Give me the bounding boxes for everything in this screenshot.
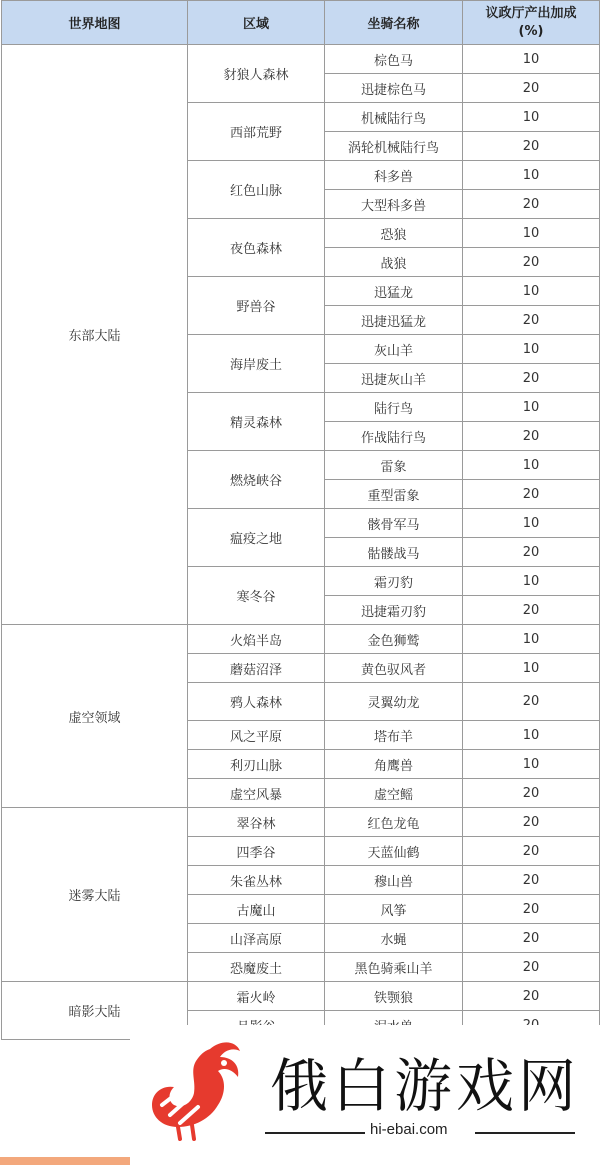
mount-name-cell: 穆山兽 bbox=[325, 866, 463, 895]
mount-name-cell: 水蝇 bbox=[325, 924, 463, 953]
region-cell: 火焰半岛 bbox=[188, 625, 325, 654]
mount-table bbox=[1, 0, 600, 1040]
region-cell: 风之平原 bbox=[188, 721, 325, 750]
mount-name-cell: 大型科多兽 bbox=[325, 190, 463, 219]
mount-name-cell: 骸骨军马 bbox=[325, 509, 463, 538]
bonus-value-cell: 20 bbox=[463, 248, 600, 277]
bonus-value-cell: 20 bbox=[463, 422, 600, 451]
mount-name-cell: 迅猛龙 bbox=[325, 277, 463, 306]
bonus-value-cell: 20 bbox=[463, 895, 600, 924]
region-cell: 红色山脉 bbox=[188, 161, 325, 219]
mount-name-cell: 棕色马 bbox=[325, 45, 463, 74]
bonus-value-cell: 20 bbox=[463, 837, 600, 866]
bonus-value-cell: 10 bbox=[463, 335, 600, 364]
region-cell: 瘟疫之地 bbox=[188, 509, 325, 567]
mount-name-cell: 迅捷迅猛龙 bbox=[325, 306, 463, 335]
table-row bbox=[2, 45, 600, 74]
bonus-value-cell: 10 bbox=[463, 45, 600, 74]
bonus-value-cell: 20 bbox=[463, 364, 600, 393]
bonus-value-cell: 20 bbox=[463, 596, 600, 625]
region-cell: 朱雀丛林 bbox=[188, 866, 325, 895]
mount-name-cell: 骷髅战马 bbox=[325, 538, 463, 567]
region-cell: 恐魔废土 bbox=[188, 953, 325, 982]
bonus-value-cell: 20 bbox=[463, 808, 600, 837]
bonus-value-cell: 10 bbox=[463, 567, 600, 596]
region-cell: 四季谷 bbox=[188, 837, 325, 866]
region-cell: 蘑菇沼泽 bbox=[188, 654, 325, 683]
watermark-divider-left bbox=[265, 1132, 365, 1134]
region-cell: 野兽谷 bbox=[188, 277, 325, 335]
header-output-bonus: 议政厅产出加成 (%) bbox=[463, 1, 600, 45]
bonus-value-cell: 20 bbox=[463, 683, 600, 721]
bonus-value-cell: 20 bbox=[463, 480, 600, 509]
mount-name-cell: 红色龙龟 bbox=[325, 808, 463, 837]
bonus-value-cell: 10 bbox=[463, 721, 600, 750]
header-world-map: 世界地图 bbox=[2, 1, 188, 45]
mount-name-cell: 塔布羊 bbox=[325, 721, 463, 750]
mount-name-cell: 涡轮机械陆行鸟 bbox=[325, 132, 463, 161]
mount-name-cell: 虚空鳐 bbox=[325, 779, 463, 808]
bonus-value-cell: 20 bbox=[463, 924, 600, 953]
bottom-accent-bar bbox=[0, 1157, 130, 1165]
region-cell: 翠谷林 bbox=[188, 808, 325, 837]
mount-name-cell: 风筝 bbox=[325, 895, 463, 924]
mount-name-cell: 铁颚狼 bbox=[325, 982, 463, 1011]
mount-name-cell: 恐狼 bbox=[325, 219, 463, 248]
mount-name-cell: 作战陆行鸟 bbox=[325, 422, 463, 451]
bonus-value-cell: 10 bbox=[463, 393, 600, 422]
watermark-divider-right bbox=[475, 1132, 575, 1134]
world-map-cell: 虚空领域 bbox=[2, 625, 188, 808]
bonus-value-cell: 20 bbox=[463, 306, 600, 335]
rooster-logo-icon bbox=[140, 1035, 255, 1145]
world-map-cell: 暗影大陆 bbox=[2, 982, 188, 1040]
bonus-value-cell: 10 bbox=[463, 654, 600, 683]
bonus-value-cell: 10 bbox=[463, 750, 600, 779]
watermark-url: hi-ebai.com bbox=[370, 1121, 448, 1138]
bonus-value-cell: 20 bbox=[463, 866, 600, 895]
bonus-value-cell: 20 bbox=[463, 953, 600, 982]
region-cell: 豺狼人森林 bbox=[188, 45, 325, 103]
region-cell: 夜色森林 bbox=[188, 219, 325, 277]
mount-name-cell: 天蓝仙鹤 bbox=[325, 837, 463, 866]
region-cell: 鸦人森林 bbox=[188, 683, 325, 721]
bonus-value-cell: 10 bbox=[463, 103, 600, 132]
bonus-value-cell: 10 bbox=[463, 161, 600, 190]
region-cell: 海岸废土 bbox=[188, 335, 325, 393]
region-cell: 利刃山脉 bbox=[188, 750, 325, 779]
watermark bbox=[130, 1025, 600, 1150]
world-map-cell: 迷雾大陆 bbox=[2, 808, 188, 982]
table-row bbox=[2, 982, 600, 1011]
bonus-value-cell: 10 bbox=[463, 451, 600, 480]
region-cell: 寒冬谷 bbox=[188, 567, 325, 625]
watermark-brand-text: 俄白游戏网 bbox=[270, 1052, 581, 1120]
mount-name-cell: 金色狮鹫 bbox=[325, 625, 463, 654]
mount-name-cell: 机械陆行鸟 bbox=[325, 103, 463, 132]
region-cell: 霜火岭 bbox=[188, 982, 325, 1011]
table-header-row bbox=[2, 1, 600, 45]
mount-name-cell: 雷象 bbox=[325, 451, 463, 480]
mount-name-cell: 陆行鸟 bbox=[325, 393, 463, 422]
bonus-value-cell: 20 bbox=[463, 132, 600, 161]
mount-name-cell: 霜刃豹 bbox=[325, 567, 463, 596]
bonus-value-cell: 10 bbox=[463, 219, 600, 248]
mount-name-cell: 灰山羊 bbox=[325, 335, 463, 364]
mount-name-cell: 战狼 bbox=[325, 248, 463, 277]
header-mount-name: 坐骑名称 bbox=[325, 1, 463, 45]
region-cell: 古魔山 bbox=[188, 895, 325, 924]
mount-name-cell: 灵翼幼龙 bbox=[325, 683, 463, 721]
world-map-cell: 东部大陆 bbox=[2, 45, 188, 625]
region-cell: 精灵森林 bbox=[188, 393, 325, 451]
mount-name-cell: 迅捷霜刃豹 bbox=[325, 596, 463, 625]
region-cell: 燃烧峡谷 bbox=[188, 451, 325, 509]
bonus-value-cell: 10 bbox=[463, 625, 600, 654]
header-region: 区域 bbox=[188, 1, 325, 45]
bonus-value-cell: 10 bbox=[463, 277, 600, 306]
bonus-value-cell: 10 bbox=[463, 509, 600, 538]
mount-name-cell: 迅捷灰山羊 bbox=[325, 364, 463, 393]
mount-name-cell: 黑色骑乘山羊 bbox=[325, 953, 463, 982]
bonus-value-cell: 20 bbox=[463, 779, 600, 808]
region-cell: 山泽高原 bbox=[188, 924, 325, 953]
bonus-value-cell: 20 bbox=[463, 190, 600, 219]
mount-name-cell: 迅捷棕色马 bbox=[325, 74, 463, 103]
mount-name-cell: 科多兽 bbox=[325, 161, 463, 190]
table-row bbox=[2, 625, 600, 654]
mount-name-cell: 重型雷象 bbox=[325, 480, 463, 509]
region-cell: 西部荒野 bbox=[188, 103, 325, 161]
mount-name-cell: 角鹰兽 bbox=[325, 750, 463, 779]
bonus-value-cell: 20 bbox=[463, 74, 600, 103]
mount-name-cell: 黄色驭风者 bbox=[325, 654, 463, 683]
region-cell: 虚空风暴 bbox=[188, 779, 325, 808]
table-row bbox=[2, 808, 600, 837]
bonus-value-cell: 20 bbox=[463, 538, 600, 567]
table-body bbox=[2, 45, 600, 1040]
bonus-value-cell: 20 bbox=[463, 982, 600, 1011]
